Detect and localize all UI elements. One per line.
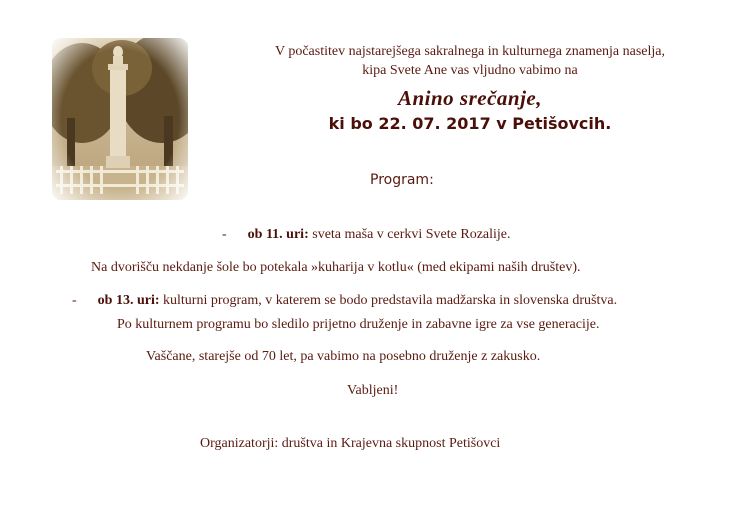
- program-item-2: Na dvorišču nekdanje šole bo potekala »kuharija v kotlu« (med ekipami naših društev).: [91, 260, 581, 275]
- seniors-invitation: Vaščane, starejše od 70 let, pa vabimo na posebno druženje z zakusko.: [146, 349, 541, 364]
- program-time-2: ob 13. uri:: [97, 293, 160, 308]
- bullet-dash: -: [222, 227, 227, 242]
- program-text-3: kulturni program, v katerem se bodo predstavila madžarska in slovenska društva.: [159, 293, 618, 308]
- bullet-dash: -: [72, 293, 77, 308]
- program-item-3: [72, 293, 617, 309]
- intro-line-1: V počastitev najstarejšega sakralnega in kulturnega znamenja naselja,: [274, 44, 666, 59]
- intro-line-2: kipa Svete Ane vas vljudno vabimo na: [362, 63, 578, 78]
- welcome-text: Vabljeni!: [347, 383, 399, 398]
- program-heading: Program:: [370, 172, 434, 188]
- event-date: ki bo 22. 07. 2017 v Petišovcih.: [328, 114, 612, 133]
- program-item-4: Po kulturnem programu bo sledilo prijetno druženje in zabavne igre za vse generacije.: [117, 317, 600, 332]
- program-text-1: sveta maša v cerkvi Svete Rozalije.: [308, 227, 511, 242]
- program-item-1: [222, 227, 511, 243]
- statue-photo: [52, 38, 188, 200]
- organizers-text: Organizatorji: društva in Krajevna skupnost Petišovci: [200, 436, 501, 451]
- program-time-1: ob 11. uri:: [247, 227, 309, 242]
- event-title: Anino srečanje,: [397, 86, 543, 110]
